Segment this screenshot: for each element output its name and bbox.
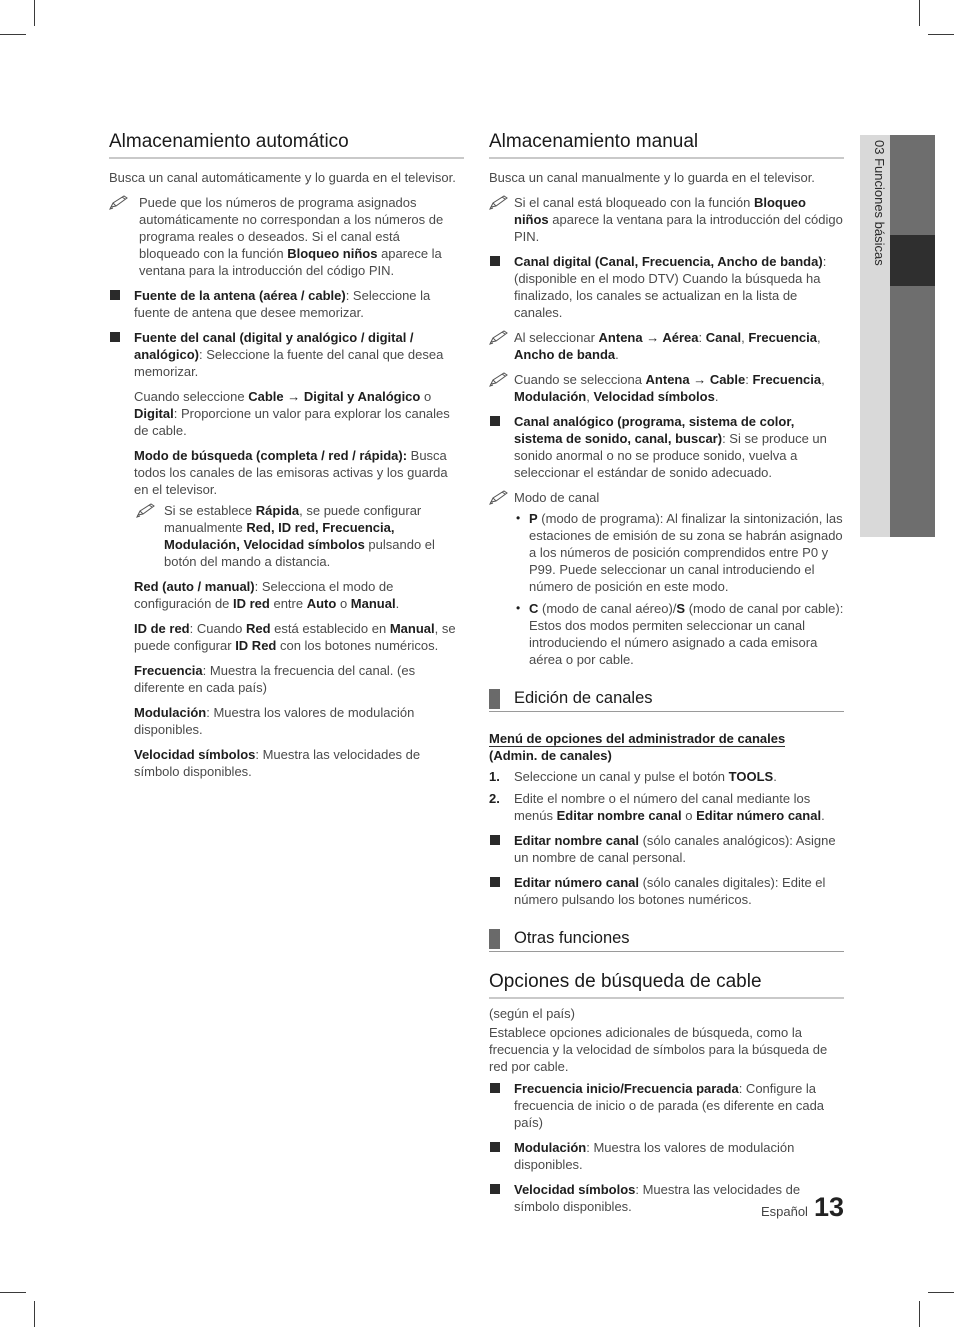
page-footer (744, 1192, 844, 1223)
bullet-item: Fuente del canal (digital y analógico / digital / analógico): Seleccione la fuente del canal que desea memorizar. (109, 329, 464, 380)
bullet-item: Editar nombre canal (sólo canales analógicos): Asigne un nombre de canal personal. (489, 832, 844, 866)
note-pencil-icon (109, 194, 131, 210)
intro-text: Establece opciones adicionales de búsqueda, como la frecuencia y la velocidad de símbolos para la búsqueda de red por cable. (489, 1025, 828, 1074)
dot-list-item: • C (modo de canal aéreo)/S (modo de canal por cable): Estos dos modos permiten seleccionar un canal introduciendo el número asignado a cada emisora aérea o por cable. (516, 601, 844, 667)
square-bullet-icon (490, 1142, 500, 1152)
dot-bullet-icon: • (516, 601, 521, 615)
chapter-label: 03 Funciones básicas (872, 140, 887, 266)
bullet-item: Frecuencia inicio/Frecuencia parada: Configure la frecuencia de inicio o de parada (es diferente en cada país) (489, 1080, 844, 1131)
subsection-heading: Edición de canales (489, 688, 844, 712)
subsection-heading: Otras funciones (489, 928, 844, 952)
crop-mark (928, 1292, 954, 1293)
square-bullet-icon (110, 290, 120, 300)
crop-mark (919, 1301, 920, 1327)
heading-marker-icon (489, 689, 500, 709)
crop-mark (919, 0, 920, 26)
square-bullet-icon (110, 332, 120, 342)
paragraph: ID de red: Cuando Red está establecido en Manual, se puede configurar ID Red con los botones numéricos. (134, 621, 456, 653)
intro-text: Busca un canal manualmente y lo guarda en el televisor. (489, 170, 815, 185)
paragraph: Modo de búsqueda (completa / red / rápida): Busca todos los canales de las emisoras activas y los guarda en el televisor. (134, 448, 448, 497)
dot-list-item: • P (modo de programa): Al finalizar la sintonización, las estaciones de emisión de su zona se habrán asignado a los números de posición comprendidos entre P0 y P99. Puede seleccionar un canal introduciendo el número de posición en este modo. (516, 511, 843, 594)
note-pencil-icon (489, 329, 511, 345)
language-label: Español (760, 1204, 808, 1219)
bullet-item: Canal digital (Canal, Frecuencia, Ancho de banda): (disponible en el modo DTV) Cuando la búsqueda ha finalizado, los canales se actualizan en la lista de canales. (489, 253, 844, 321)
step-item: 1. Seleccione un canal y pulse el botón TOOLS. (489, 769, 777, 784)
crop-mark (0, 34, 26, 35)
note-pencil-icon (489, 489, 511, 505)
note: Puede que los números de programa asignados automáticamente no correspondan a los números de programa reales o deseados. Si el canal está bloqueado con la función Bloqueo niños aparece la ventana para la introducción del código PIN. (109, 194, 464, 279)
paragraph: Cuando seleccione Cable → Digital y Analógico o Digital: Proporcione un valor para explorar los canales de cable. (134, 389, 450, 438)
page-number: 13 (813, 1192, 844, 1222)
square-bullet-icon (490, 1083, 500, 1093)
note-pencil-icon (136, 502, 158, 518)
bullet-item: Velocidad símbolos: Muestra las velocidades de símbolo disponibles. (489, 1181, 844, 1215)
square-bullet-icon (490, 1184, 500, 1194)
paragraph: Frecuencia: Muestra la frecuencia del canal. (es diferente en cada país) (134, 663, 416, 695)
dot-bullet-icon: • (516, 511, 521, 525)
bullet-item: Canal analógico (programa, sistema de color, sistema de sonido, canal, buscar): Si se produce un sonido anormal o no se produce sonido, vuelva a seleccionar el estándar de sonido adecuado. (489, 413, 844, 481)
heading-marker-icon (489, 929, 500, 949)
section-title: Opciones de búsqueda de cable (489, 970, 844, 999)
paragraph: Modulación: Muestra los valores de modulación disponibles. (134, 705, 415, 737)
menu-path: Menú de opciones del administrador de canales (Admin. de canales) (489, 731, 786, 763)
square-bullet-icon (490, 877, 500, 887)
country-note: (según el país) (489, 1006, 575, 1021)
crop-mark (928, 34, 954, 35)
right-column (489, 130, 844, 1223)
note-pencil-icon (489, 371, 511, 387)
note: Si el canal está bloqueado con la función Bloqueo niños aparece la ventana para la introducción del código PIN. (489, 194, 844, 245)
bullet-item: Modulación: Muestra los valores de modulación disponibles. (489, 1139, 844, 1173)
note: Cuando se selecciona Antena → Cable: Frecuencia, Modulación, Velocidad símbolos. (489, 371, 844, 405)
paragraph: Velocidad símbolos: Muestra las velocidades de símbolo disponibles. (134, 747, 421, 779)
chapter-tab-marker (890, 235, 935, 286)
section-title: Almacenamiento automático (109, 130, 464, 159)
step-item: 2. Edite el nombre o el número del canal mediante los menús Editar nombre canal o Editar número canal. (489, 791, 825, 823)
square-bullet-icon (490, 256, 500, 266)
section-title: Almacenamiento manual (489, 130, 844, 159)
chapter-tab-dark (890, 135, 935, 537)
note: Si se establece Rápida, se puede configurar manualmente Red, ID red, Frecuencia, Modulación, Velocidad símbolos pulsando el botón del mando a distancia. (109, 502, 464, 570)
crop-mark (0, 1292, 26, 1293)
square-bullet-icon (490, 416, 500, 426)
note-pencil-icon (489, 194, 511, 210)
intro-text: Busca un canal automáticamente y lo guarda en el televisor. (109, 170, 456, 185)
paragraph: Red (auto / manual): Selecciona el modo de configuración de ID red entre Auto o Manual. (134, 579, 400, 611)
square-bullet-icon (490, 835, 500, 845)
note: Al seleccionar Antena → Aérea: Canal, Frecuencia, Ancho de banda. (489, 329, 844, 363)
crop-mark (34, 0, 35, 26)
note: Modo de canal (489, 489, 844, 506)
bullet-item: Editar número canal (sólo canales digitales): Edite el número pulsando los botones numéricos. (489, 874, 844, 908)
left-column (109, 130, 464, 788)
bullet-item: Fuente de la antena (aérea / cable): Seleccione la fuente de antena que desee memorizar. (109, 287, 464, 321)
crop-mark (34, 1301, 35, 1327)
